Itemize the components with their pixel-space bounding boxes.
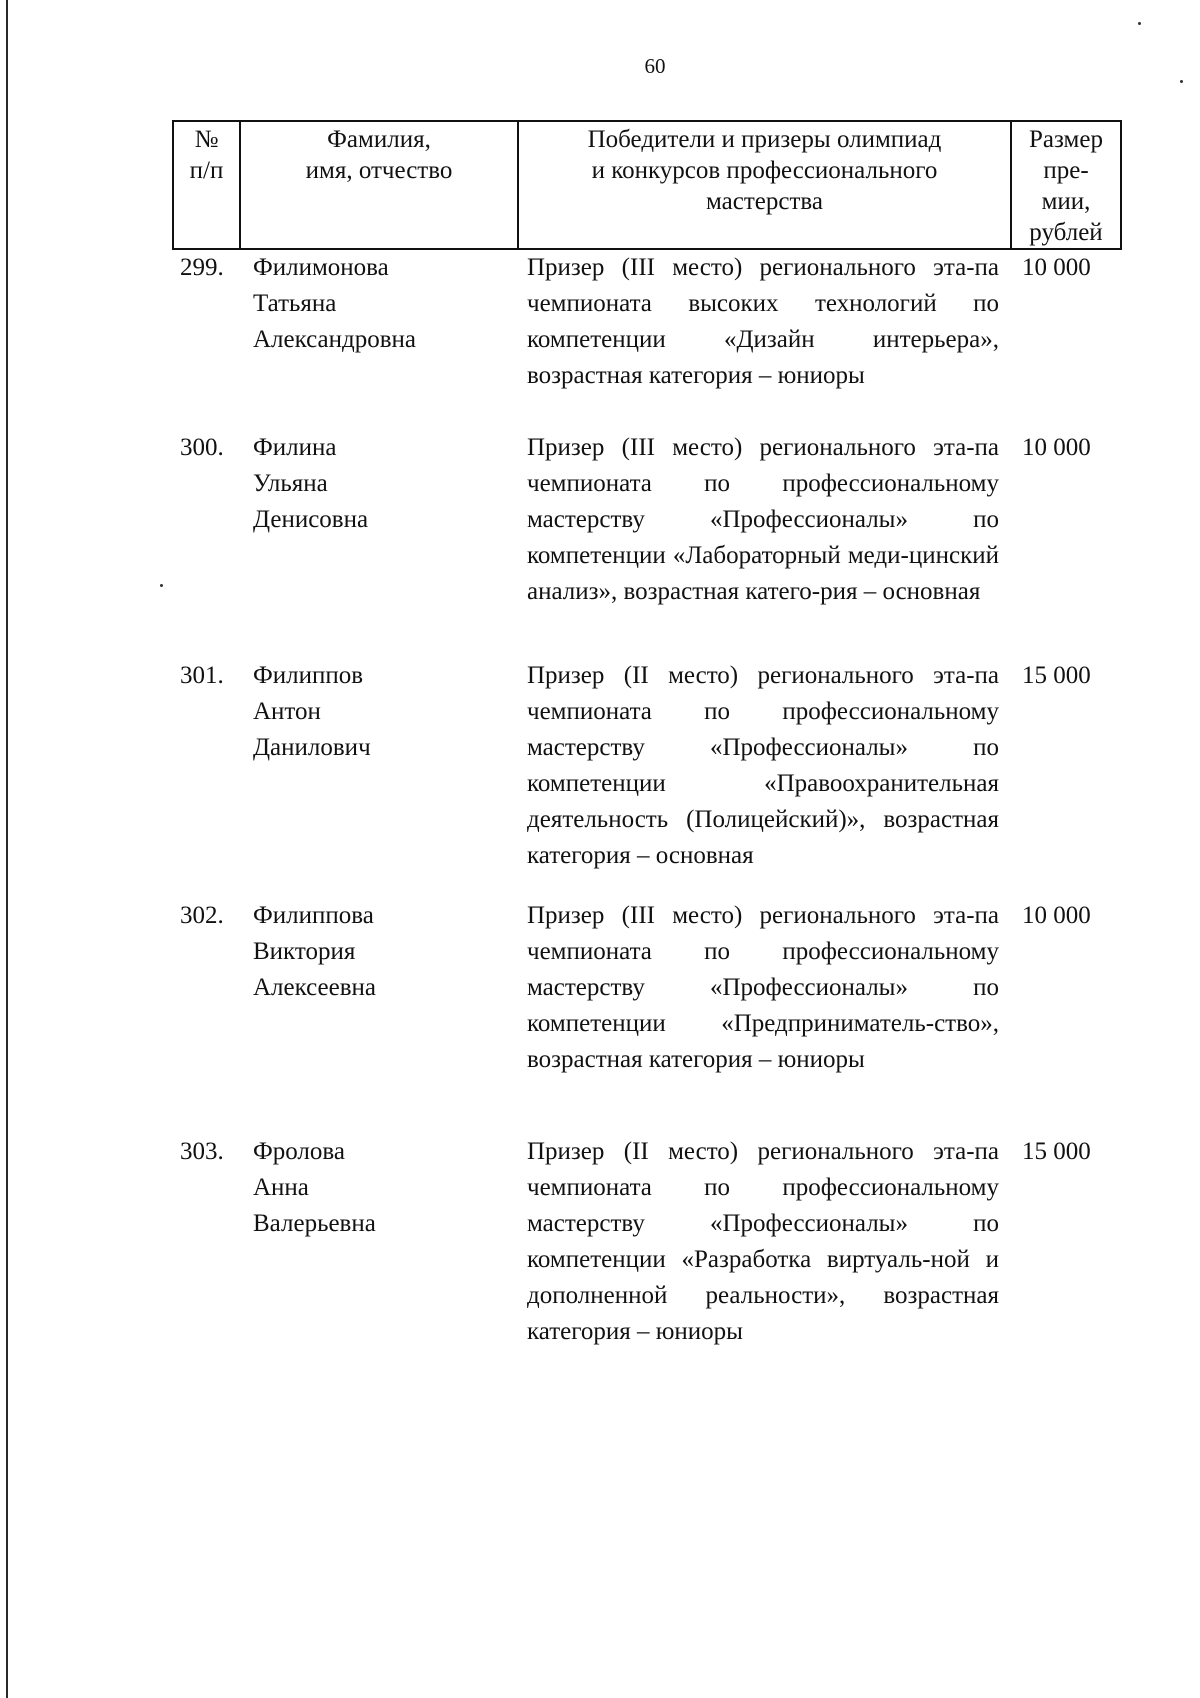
name-line: Виктория <box>253 938 356 965</box>
name-line: Анна <box>253 1174 309 1201</box>
row-description: Призер (III место) регионального эта-па чемпионата высоких технологий по компетенции «Дизайн интерьера», возрастная категория – юниоры <box>527 254 999 389</box>
scan-speck <box>1180 80 1183 83</box>
header-line: Победители и призеры олимпиад <box>587 126 942 153</box>
header-line: Размер <box>1029 126 1103 153</box>
row-number: 300. <box>180 434 224 461</box>
header-name <box>240 121 518 249</box>
header-line: мастерства <box>706 188 823 215</box>
scan-speck <box>1138 22 1141 25</box>
row-description: Призер (II место) регионального эта-па чемпионата по профессиональному мастерству «Профессионалы» по компетенции «Разработка виртуаль-ной и дополненной реальности», возрастная категория – юниоры <box>527 1138 999 1345</box>
header-amount <box>1011 121 1121 249</box>
header-line: рублей <box>1029 219 1103 246</box>
name-line: Данилович <box>253 734 371 761</box>
header-line: п/п <box>189 157 224 184</box>
page-number: 60 <box>644 54 666 78</box>
row-amount: 15 000 <box>1022 1138 1091 1165</box>
table-header <box>172 120 1122 250</box>
row-name <box>253 658 523 766</box>
header-line: и конкурсов профессионального <box>591 157 938 184</box>
row-description: Призер (III место) регионального эта-па чемпионата по профессиональному мастерству «Профессионалы» по компетенции «Лабораторный меди-цинский анализ», возрастная катего-рия – основная <box>527 434 999 605</box>
header-line: пре- <box>1043 157 1089 184</box>
row-amount: 10 000 <box>1022 434 1091 461</box>
name-line: Алексеевна <box>253 974 377 1001</box>
scan-speck <box>160 584 163 587</box>
header-line: имя, отчество <box>305 157 453 184</box>
header-line: мии, <box>1041 188 1091 215</box>
row-name <box>253 250 523 358</box>
row-description: Призер (II место) регионального эта-па чемпионата по профессиональному мастерству «Профессионалы» по компетенции «Правоохранительная деятельность (Полицейский)», возрастная категория – основная <box>527 662 999 869</box>
name-line: Филина <box>253 434 337 461</box>
row-name <box>253 898 523 1006</box>
name-line: Татьяна <box>253 290 337 317</box>
name-line: Ульяна <box>253 470 328 497</box>
name-line: Филиппова <box>253 902 374 929</box>
row-amount: 15 000 <box>1022 662 1091 689</box>
header-line: № <box>194 126 219 153</box>
row-number: 303. <box>180 1138 224 1165</box>
name-line: Александровна <box>253 326 417 353</box>
header-description <box>518 121 1011 249</box>
row-number: 301. <box>180 662 224 689</box>
name-line: Фролова <box>253 1138 345 1165</box>
row-number: 299. <box>180 254 224 281</box>
name-line: Денисовна <box>253 506 369 533</box>
row-number: 302. <box>180 902 224 929</box>
row-name <box>253 1134 523 1242</box>
header-number <box>173 121 240 249</box>
scan-left-edge <box>6 0 8 1698</box>
name-line: Филимонова <box>253 254 389 281</box>
row-amount: 10 000 <box>1022 254 1091 281</box>
header-line: Фамилия, <box>327 126 431 153</box>
row-amount: 10 000 <box>1022 902 1091 929</box>
row-name <box>253 430 523 538</box>
name-line: Валерьевна <box>253 1210 376 1237</box>
name-line: Антон <box>253 698 321 725</box>
row-description: Призер (III место) регионального эта-па чемпионата по профессиональному мастерству «Профессионалы» по компетенции «Предприниматель-ство», возрастная категория – юниоры <box>527 902 999 1073</box>
name-line: Филиппов <box>253 662 364 689</box>
